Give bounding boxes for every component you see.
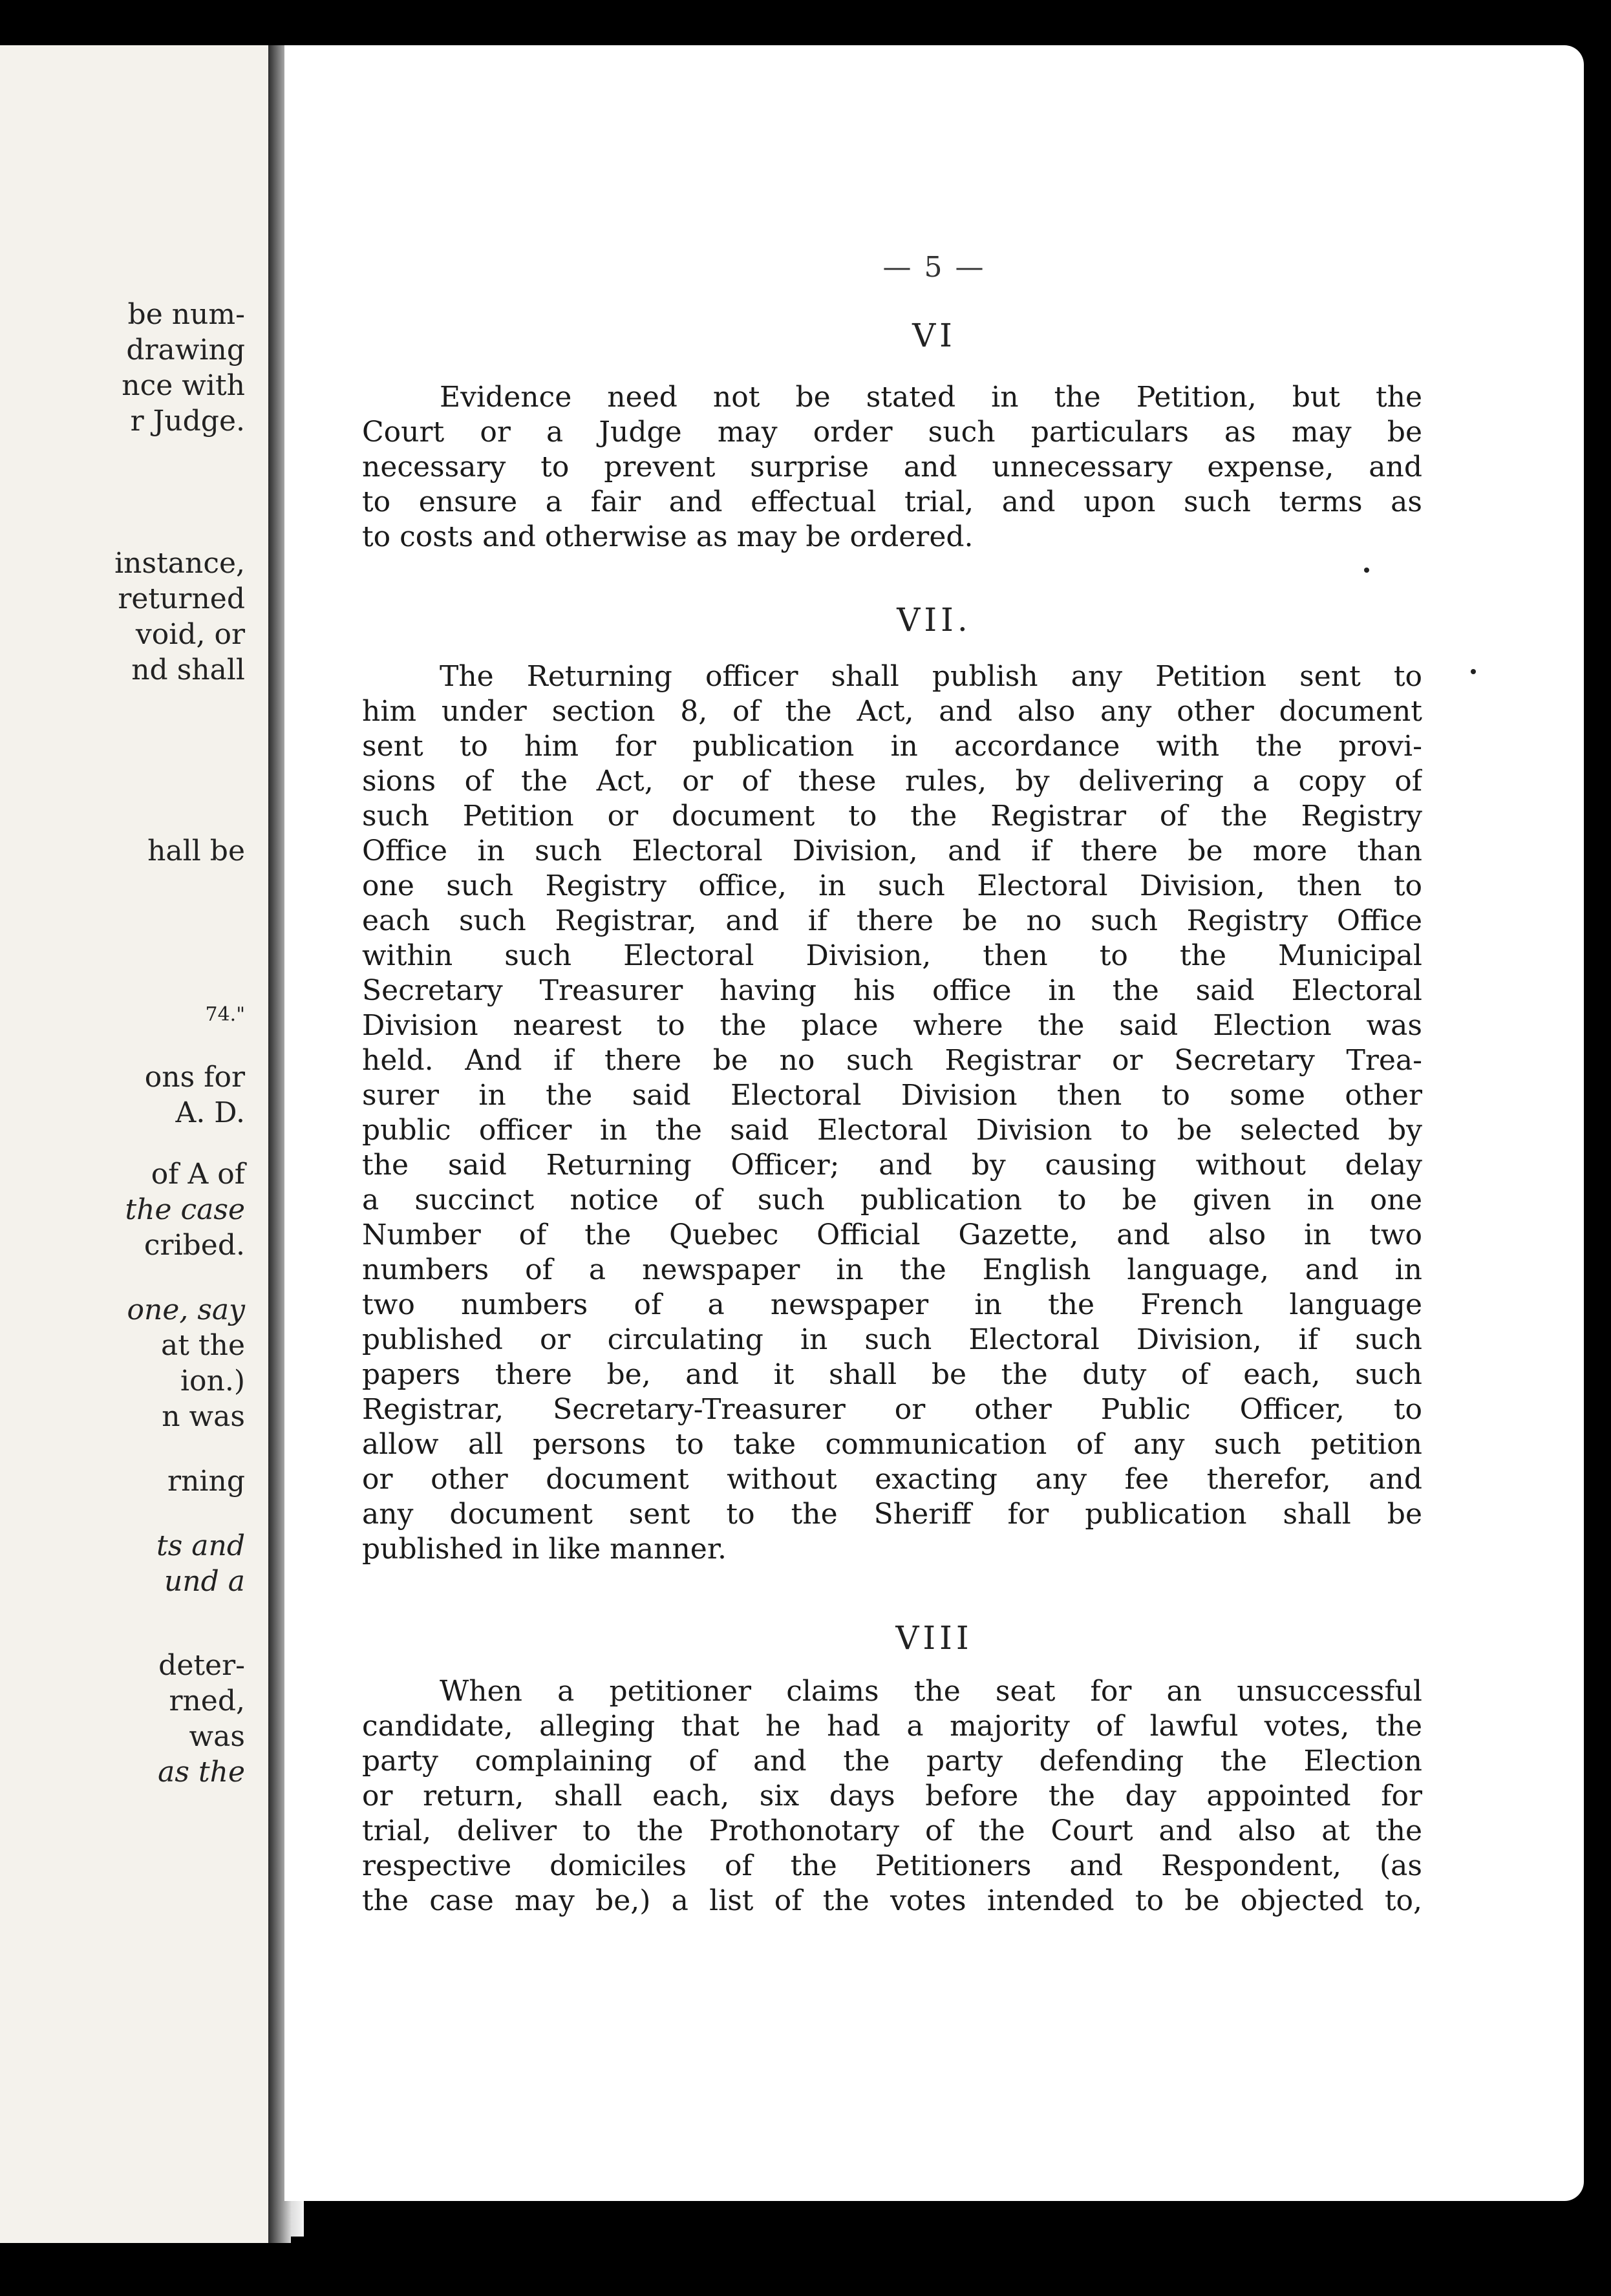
paragraph-line: the case may be,) a list of the votes intended to be objected to,	[362, 1884, 1422, 1917]
paragraph-line: a succinct notice of such publication to be given in one	[362, 1184, 1422, 1217]
left-line: ion.)	[180, 1365, 245, 1398]
main-page	[284, 45, 1584, 2201]
paragraph-line: the said Returning Officer; and by causing without delay	[362, 1149, 1422, 1182]
paragraph-line: papers there be, and it shall be the duty of each, such	[362, 1358, 1422, 1391]
paragraph-line: Registrar, Secretary-Treasurer or other Public Officer, to	[362, 1393, 1422, 1426]
section-vi-body	[362, 380, 1422, 555]
left-line: cribed.	[144, 1229, 245, 1262]
paragraph-line: public officer in the said Electoral Division to be selected by	[362, 1114, 1422, 1147]
left-line: A. D.	[175, 1096, 245, 1129]
ink-speck	[1471, 669, 1476, 674]
paragraph-line: within such Electoral Division, then to the Municipal	[362, 939, 1422, 972]
paragraph-line: such Petition or document to the Registrar of the Registry	[362, 800, 1422, 833]
left-line: nd shall	[131, 654, 245, 686]
paragraph-line: to costs and otherwise as may be ordered.	[362, 520, 974, 553]
paragraph-line: published in like manner.	[362, 1533, 727, 1566]
paragraph-line: to ensure a fair and effectual trial, and upon such terms as	[362, 485, 1422, 518]
left-line: at the	[161, 1329, 245, 1362]
paragraph-line: trial, deliver to the Prothonotary of the Court and also at the	[362, 1814, 1422, 1847]
left-page-fragment	[0, 45, 268, 2243]
paragraph-line: surer in the said Electoral Division then to some other	[362, 1079, 1422, 1112]
paragraph-line: or other document without exacting any fee therefor, and	[362, 1463, 1422, 1496]
left-line: of A of	[151, 1158, 245, 1191]
left-line: ons for	[144, 1061, 245, 1094]
paragraph-line: Number of the Quebec Official Gazette, and also in two	[362, 1218, 1422, 1251]
paragraph-line: respective domiciles of the Petitioners and Respondent, (as	[362, 1849, 1422, 1882]
paragraph-line: The Returning officer shall publish any Petition sent to	[440, 660, 1422, 693]
paragraph-line: Division nearest to the place where the said Election was	[362, 1009, 1422, 1042]
left-line: 74."	[205, 1003, 245, 1026]
left-line: rned,	[169, 1685, 245, 1717]
paragraph-line: any document sent to the Sheriff for publication shall be	[362, 1498, 1422, 1531]
left-line: as the	[158, 1756, 245, 1789]
paragraph-line: party complaining of and the party defending the Election	[362, 1745, 1422, 1778]
section-heading-viii: VIII	[895, 1619, 973, 1657]
left-line: instance,	[114, 547, 245, 580]
paragraph-line: two numbers of a newspaper in the French language	[362, 1288, 1422, 1321]
section-heading-vi: VI	[912, 317, 956, 354]
left-line: rning	[167, 1465, 245, 1498]
section-vii-body	[362, 659, 1422, 1567]
section-viii-body	[362, 1674, 1422, 1919]
left-line: one, say	[127, 1293, 245, 1326]
paragraph-line: sent to him for publication in accordance with the provi-	[362, 730, 1422, 763]
paragraph-line: allow all persons to take communication of any such petition	[362, 1428, 1422, 1461]
left-line: r Judge.	[130, 405, 245, 438]
paragraph-line: published or circulating in such Electoral Division, if such	[362, 1323, 1422, 1356]
left-line: drawing	[126, 334, 245, 367]
left-line: nce with	[122, 369, 245, 402]
paragraph-line: Office in such Electoral Division, and if there be more than	[362, 834, 1422, 867]
paragraph-line: him under section 8, of the Act, and also any other document	[362, 695, 1422, 728]
paragraph-line: necessary to prevent surprise and unnecessary expense, and	[362, 451, 1422, 484]
paragraph-line: or return, shall each, six days before the day appointed for	[362, 1780, 1422, 1812]
left-line: was	[189, 1720, 245, 1753]
left-line: deter-	[158, 1649, 245, 1682]
paragraph-line: candidate, alleging that he had a majority of lawful votes, the	[362, 1710, 1422, 1743]
paragraph-line: Court or a Judge may order such particulars as may be	[362, 416, 1422, 449]
ink-speck	[1364, 568, 1369, 573]
paragraph-line: each such Registrar, and if there be no such Registry Office	[362, 904, 1422, 937]
paragraph-line: numbers of a newspaper in the English language, and in	[362, 1253, 1422, 1286]
paragraph-line: sions of the Act, or of these rules, by delivering a copy of	[362, 765, 1422, 798]
left-line: be num-	[127, 298, 245, 331]
section-heading-vii: VII.	[897, 601, 972, 639]
paragraph-line: When a petitioner claims the seat for an unsuccessful	[440, 1675, 1422, 1708]
left-line: n was	[162, 1400, 245, 1433]
paragraph-line: one such Registry office, in such Electoral Division, then to	[362, 869, 1422, 902]
left-line: und a	[164, 1565, 245, 1598]
paragraph-line: Secretary Treasurer having his office in the said Electoral	[362, 974, 1422, 1007]
left-line: void, or	[135, 618, 245, 651]
left-line: ts and	[156, 1529, 245, 1562]
page-number: — 5 —	[882, 251, 986, 284]
left-line: hall be	[147, 834, 245, 867]
paragraph-line: Evidence need not be stated in the Petition, but the	[440, 381, 1422, 414]
paragraph-line: held. And if there be no such Registrar or Secretary Trea-	[362, 1044, 1422, 1077]
left-line: returned	[118, 582, 245, 615]
left-line: the case	[125, 1193, 245, 1226]
